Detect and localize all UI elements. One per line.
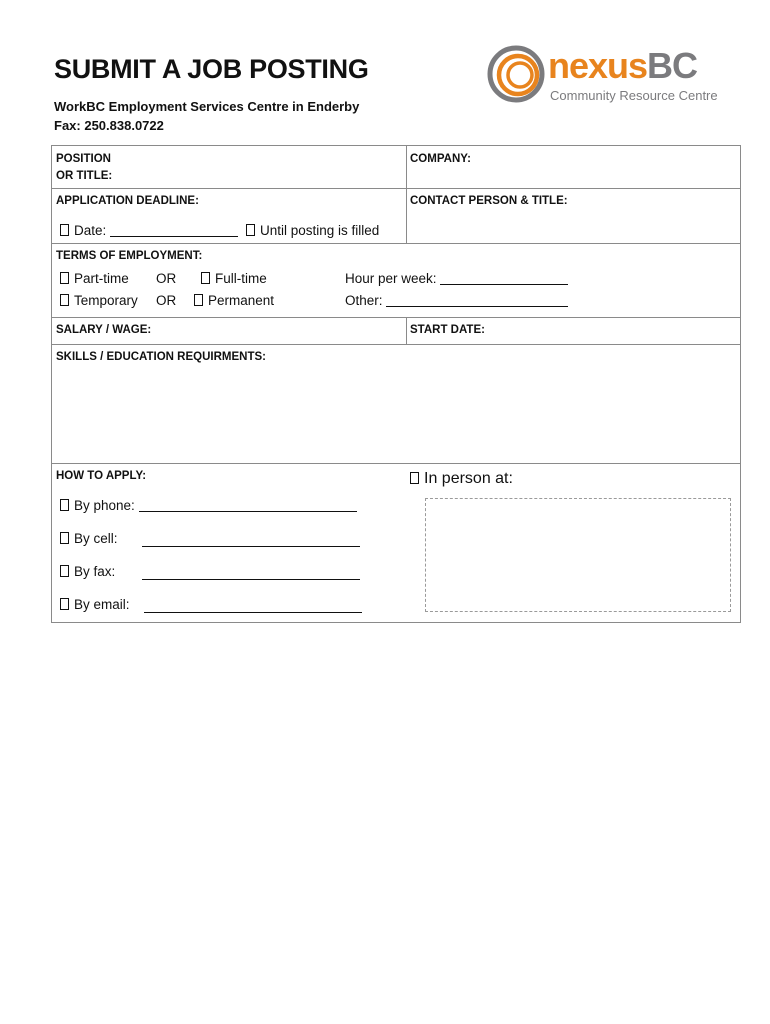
logo-word-nexus: nexus <box>548 45 648 86</box>
terms-label: TERMS OF EMPLOYMENT: <box>56 250 203 262</box>
start-date-label: START DATE: <box>410 324 485 336</box>
how-to-apply-label: HOW TO APPLY: <box>56 470 147 482</box>
divider <box>52 463 740 464</box>
by-fax-option[interactable] <box>60 563 115 581</box>
full-time-label: Full-time <box>215 271 267 286</box>
part-time-checkbox[interactable] <box>60 272 69 284</box>
position-label-line1: POSITION <box>56 153 111 165</box>
in-person-address-box[interactable] <box>425 498 731 612</box>
logo-tagline: Community Resource Centre <box>550 88 718 103</box>
salary-label: SALARY / WAGE: <box>56 324 152 336</box>
logo-word-bc: BC <box>647 45 698 86</box>
fax-field[interactable] <box>142 566 360 580</box>
by-email-option[interactable] <box>60 596 130 614</box>
other-terms[interactable] <box>345 292 568 310</box>
until-filled-label: Until posting is filled <box>260 223 380 238</box>
cell-checkbox[interactable] <box>60 532 69 544</box>
column-divider <box>406 317 407 344</box>
by-cell-option[interactable] <box>60 530 118 548</box>
permanent-checkbox[interactable] <box>194 294 203 306</box>
temporary-checkbox[interactable] <box>60 294 69 306</box>
phone-checkbox[interactable] <box>60 499 69 511</box>
hours-field[interactable] <box>440 271 568 285</box>
in-person-option[interactable] <box>410 470 513 488</box>
by-fax-label: By fax: <box>74 564 116 579</box>
divider <box>52 317 740 318</box>
logo-wordmark <box>548 45 698 86</box>
column-divider <box>406 146 407 243</box>
temporary-option[interactable] <box>60 292 138 310</box>
company-label: COMPANY: <box>410 153 471 165</box>
skills-label: SKILLS / EDUCATION REQUIRMENTS: <box>56 351 266 363</box>
by-cell-label: By cell: <box>74 531 118 546</box>
hours-label: Hour per week: <box>345 271 437 286</box>
date-field[interactable] <box>110 223 238 237</box>
position-label <box>56 151 112 185</box>
deadline-date-option[interactable] <box>60 222 238 240</box>
in-person-label: In person at: <box>424 470 513 487</box>
divider <box>52 188 740 189</box>
hours-per-week[interactable] <box>345 270 568 288</box>
by-email-label: By email: <box>74 597 130 612</box>
or-label: OR <box>156 293 177 308</box>
divider <box>52 243 740 244</box>
fax-number: Fax: 250.838.0722 <box>54 118 164 133</box>
job-posting-form <box>51 145 741 623</box>
other-field[interactable] <box>386 293 568 307</box>
email-checkbox[interactable] <box>60 598 69 610</box>
other-label: Other: <box>345 293 383 308</box>
part-time-option[interactable] <box>60 270 129 288</box>
or-label: OR <box>156 271 177 286</box>
permanent-option[interactable] <box>194 292 274 310</box>
fax-checkbox[interactable] <box>60 565 69 577</box>
full-time-checkbox[interactable] <box>201 272 210 284</box>
date-checkbox[interactable] <box>60 224 69 236</box>
page-title: SUBMIT A JOB POSTING <box>54 54 369 84</box>
nexusbc-logo <box>486 44 726 106</box>
by-phone-label: By phone: <box>74 498 135 513</box>
logo-ring-icon <box>486 44 548 106</box>
date-label: Date: <box>74 223 107 238</box>
part-time-label: Part-time <box>74 271 129 286</box>
centre-name: WorkBC Employment Services Centre in Enderby <box>54 99 360 114</box>
in-person-checkbox[interactable] <box>410 472 419 484</box>
deadline-label: APPLICATION DEADLINE: <box>56 195 199 207</box>
email-field[interactable] <box>144 599 362 613</box>
phone-field[interactable] <box>139 498 357 512</box>
until-filled-checkbox[interactable] <box>246 224 255 236</box>
temporary-label: Temporary <box>74 293 138 308</box>
contact-label: CONTACT PERSON & TITLE: <box>410 195 568 207</box>
position-label-line2: OR TITLE: <box>56 170 113 182</box>
permanent-label: Permanent <box>208 293 275 308</box>
divider <box>52 344 740 345</box>
full-time-option[interactable] <box>201 270 267 288</box>
cell-field[interactable] <box>142 533 360 547</box>
by-phone-option[interactable] <box>60 497 357 515</box>
until-filled-option[interactable] <box>246 222 379 240</box>
